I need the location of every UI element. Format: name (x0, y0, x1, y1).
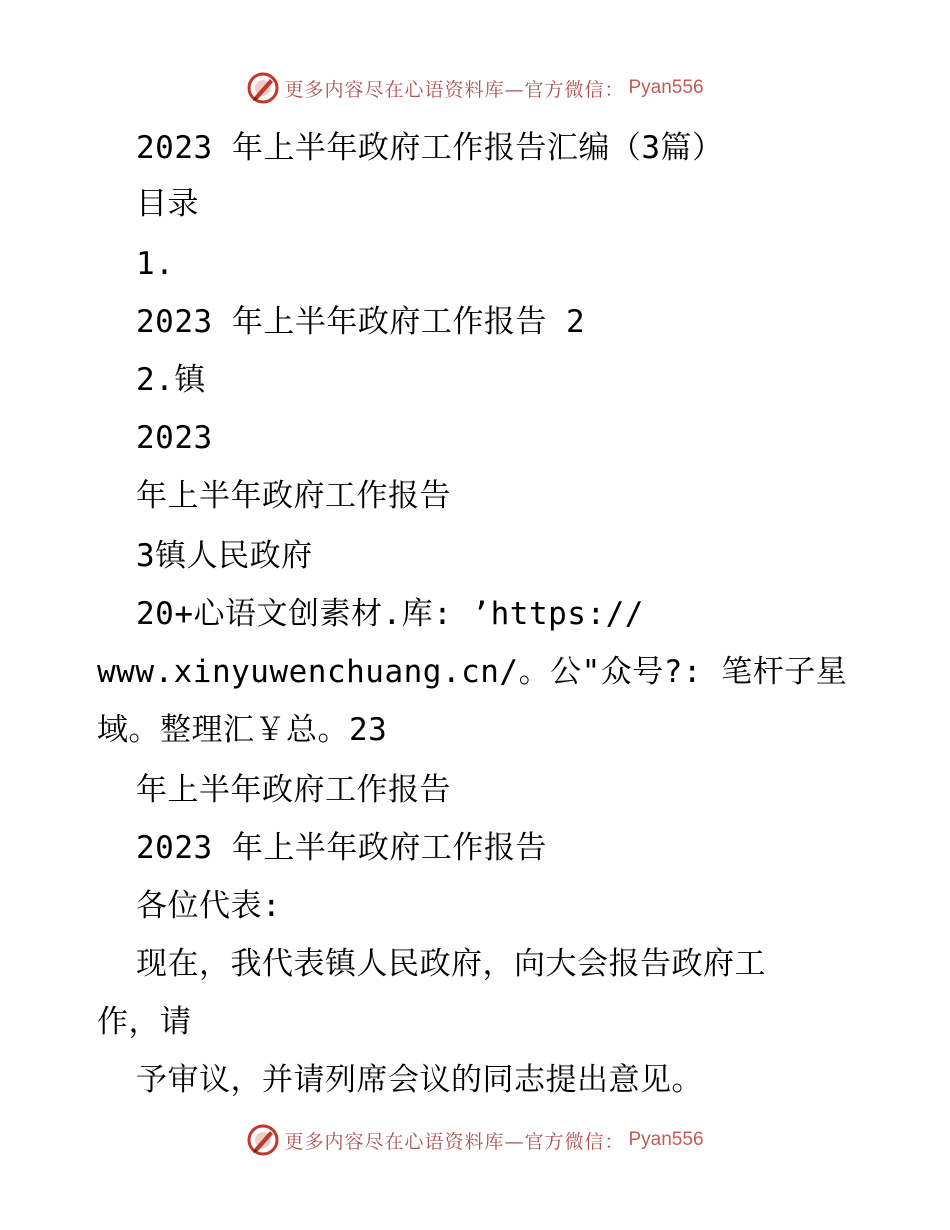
watermark-text: 更多内容尽在心语资料库—官方微信： (284, 78, 625, 101)
salutation: 各位代表: (136, 888, 282, 924)
footer-watermark-inner (246, 1123, 703, 1157)
toc-item-text: 2023 年上半年政府工作报告 2 (136, 304, 586, 340)
toc-item-text: 2023 (136, 420, 213, 456)
toc-item-text: 3镇人民政府 (136, 538, 313, 574)
section-heading: 2023 年上半年政府工作报告 (136, 830, 547, 866)
footer-watermark (0, 1120, 950, 1160)
toc-heading: 目录 (136, 186, 199, 222)
toc-item-text: 年上半年政府工作报告 (136, 478, 451, 514)
pen-seal-logo-icon (246, 1123, 280, 1157)
paragraph-line: www.xinyuwenchuang.cn/。公"众号?: 笔杆子星 (97, 654, 848, 690)
paragraph-line: 现在，我代表镇人民政府，向大会报告政府工 (136, 946, 766, 982)
watermark-text: 更多内容尽在心语资料库—官方微信： (284, 1130, 625, 1153)
paragraph-line: 年上半年政府工作报告 (136, 772, 451, 808)
paragraph-line: 予审议，并请列席会议的同志提出意见。 (136, 1062, 703, 1098)
paragraph-line: 20+心语文创素材.库: ’https:// (136, 596, 644, 632)
watermark-wechat-id: Pyan556 (628, 1129, 704, 1150)
paragraph-line: 作，请 (97, 1004, 192, 1040)
paragraph-line: 域。整理汇￥总。23 (97, 712, 388, 748)
watermark-wechat-id: Pyan556 (628, 77, 704, 98)
toc-item-text: 2.镇 (136, 362, 206, 398)
document-title: 2023 年上半年政府工作报告汇编（3篇） (136, 130, 724, 166)
toc-item-number: 1. (136, 246, 175, 282)
